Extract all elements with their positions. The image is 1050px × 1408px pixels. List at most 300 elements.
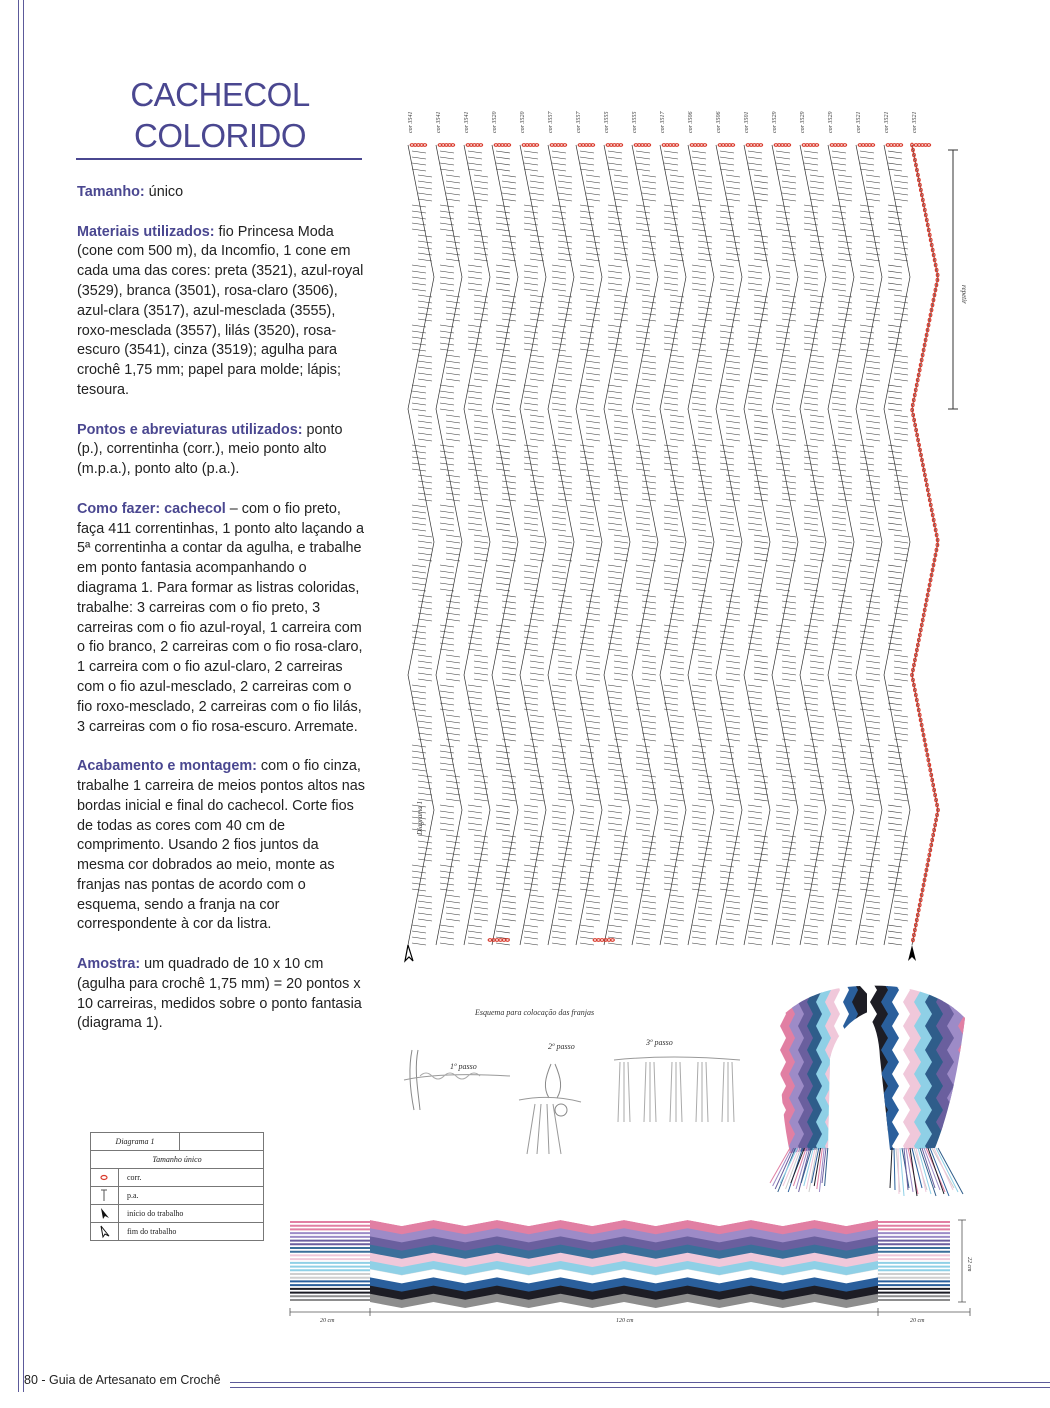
chart-stitch [720,937,734,939]
chart-stitch [664,505,678,507]
chart-stitch [446,733,460,735]
chart-stitch [832,403,846,405]
chart-stitch [692,445,706,447]
chart-stitch [642,601,656,603]
chart-stitch [670,367,684,369]
chart-stitch [496,625,510,627]
chart-stitch [502,259,516,261]
chart-stitch [810,535,824,537]
chart-stitch [608,691,622,693]
chart-stitch [446,595,460,597]
chart-stitch [580,403,594,405]
chart-stitch [692,511,706,513]
chart-stitch [468,769,482,771]
chart-stitch [726,667,740,669]
chart-stitch [664,883,678,885]
chart-stitch [888,805,902,807]
chart-stitch [474,313,488,315]
chart-stitch [474,907,488,909]
chart-stitch [418,427,432,429]
chart-stitch [832,877,846,879]
chart-stitch [810,895,824,897]
chart-stitch [888,343,902,345]
chart-stitch [530,661,544,663]
chart-stitch [804,229,818,231]
chart-stitch [530,775,544,777]
chart-stitch [580,331,594,333]
chart-stitch [586,433,600,435]
chart-stitch [636,505,650,507]
chart-stitch [804,397,818,399]
chart-stitch [748,385,762,387]
chart-stitch [580,763,594,765]
chart-stitch [552,805,566,807]
chart-stitch [496,409,510,411]
chart-stitch [608,877,622,879]
chart-stitch [888,271,902,273]
chart-stitch [502,907,516,909]
chart-stitch [888,409,902,411]
chart-stitch [776,817,790,819]
chart-stitch [580,523,594,525]
chart-stitch [524,529,538,531]
chart-stitch [838,487,852,489]
chart-stitch [446,619,460,621]
chart-stitch [748,811,762,813]
dim-right-label: 20 cm [910,1318,925,1324]
legend-size-text: Tamanho único [152,1155,202,1164]
chart-stitch [418,361,432,363]
chart-stitch [468,649,482,651]
chart-stitch [446,553,460,555]
chart-stitch [412,163,426,165]
chart-stitch [670,553,684,555]
chart-stitch [720,343,734,345]
chart-stitch [586,799,600,801]
chart-stitch [440,745,454,747]
chart-stitch [894,355,908,357]
chart-stitch [468,217,482,219]
chart-stitch [776,943,790,945]
chart-stitch [580,169,594,171]
chart-stitch [558,667,572,669]
chart-stitch [524,469,538,471]
chart-stitch [860,577,874,579]
chart-stitch [670,247,684,249]
chart-stitch [894,895,908,897]
chart-stitch [838,421,852,423]
chart-stitch [614,853,628,855]
chart-stitch [412,589,426,591]
chart-stitch [782,919,796,921]
chart-stitch [894,907,908,909]
chart-stitch [524,277,538,279]
chart-stitch [502,847,516,849]
chart-stitch [894,439,908,441]
size-label: Tamanho: [77,184,145,200]
chart-stitch [810,901,824,903]
chart-stitch [642,559,656,561]
chart-stitch [782,547,796,549]
chart-stitch [664,217,678,219]
chart-stitch [524,457,538,459]
chart-stitch [748,511,762,513]
chart-stitch [670,607,684,609]
chart-stitch [720,151,734,153]
chart-stitch [524,451,538,453]
chart-stitch [692,631,706,633]
chart-stitch [698,835,712,837]
chart-stitch [832,349,846,351]
chart-stitch [804,511,818,513]
chart-stitch [698,559,712,561]
chart-stitch [418,727,432,729]
chart-stitch [530,907,544,909]
chart-stitch [860,751,874,753]
chart-stitch [860,691,874,693]
chart-stitch [726,421,740,423]
chart-stitch [720,565,734,567]
chart-stitch [418,235,432,237]
chart-stitch [664,829,678,831]
chart-stitch [894,241,908,243]
chart-stitch [810,727,824,729]
chart-stitch [636,823,650,825]
chart-stitch [418,355,432,357]
chart-stitch [608,469,622,471]
chart-stitch [776,751,790,753]
chart-stitch [776,829,790,831]
chart-stitch [832,469,846,471]
chart-stitch [720,469,734,471]
chain-mark [843,144,847,147]
chart-stitch [418,781,432,783]
chart-stitch [530,499,544,501]
chart-stitch [838,601,852,603]
chart-stitch [496,697,510,699]
chart-stitch [664,937,678,939]
chart-stitch [782,835,796,837]
chart-stitch [636,511,650,513]
chart-stitch [698,907,712,909]
chart-stitch [782,175,796,177]
chart-stitch [754,235,768,237]
chart-stitch [636,631,650,633]
chain-mark [619,144,623,147]
chart-stitch [524,217,538,219]
chart-stitch [726,181,740,183]
chart-stitch [782,535,796,537]
chart-stitch [754,775,768,777]
chart-stitch [496,571,510,573]
chart-stitch [530,199,544,201]
chart-stitch [698,595,712,597]
chart-stitch [586,319,600,321]
chart-stitch [754,907,768,909]
chart-stitch [832,157,846,159]
chart-stitch [468,163,482,165]
chart-stitch [726,559,740,561]
chart-stitch [524,229,538,231]
chart-stitch [468,685,482,687]
chart-stitch [860,925,874,927]
chart-stitch [614,487,628,489]
chart-stitch [440,349,454,351]
chart-stitch [558,367,572,369]
chart-stitch [636,805,650,807]
chart-stitch [698,775,712,777]
chart-stitch [698,553,712,555]
chart-stitch [502,661,516,663]
chart-stitch [586,481,600,483]
chart-stitch [698,793,712,795]
chart-stitch [726,661,740,663]
chart-stitch [894,301,908,303]
chart-stitch [860,745,874,747]
chart-stitch [664,349,678,351]
chart-stitch [698,661,712,663]
chart-stitch [804,277,818,279]
chart-stitch [838,919,852,921]
chart-stitch [726,439,740,441]
chart-stitch [440,331,454,333]
chart-stitch [860,637,874,639]
chart-stitch [810,559,824,561]
chart-stitch [636,283,650,285]
chart-stitch [754,199,768,201]
chart-stitch [446,499,460,501]
chart-stitch [440,385,454,387]
chart-stitch [608,829,622,831]
chart-stitch [608,343,622,345]
chart-stitch [698,799,712,801]
scarf-fringe [770,1148,963,1196]
chart-stitch [720,649,734,651]
chart-stitch [698,241,712,243]
chart-stitch [664,625,678,627]
chart-stitch [502,439,516,441]
chart-stitch [810,415,824,417]
chart-stitch [838,607,852,609]
chart-stitch [558,481,572,483]
chart-stitch [748,589,762,591]
chart-stitch [860,331,874,333]
chart-stitch [412,943,426,945]
chart-stitch [502,619,516,621]
chart-stitch [804,289,818,291]
chart-stitch [720,271,734,273]
chart-stitch [838,379,852,381]
color-label: cor 3517 [660,111,666,133]
chart-stitch [776,337,790,339]
chart-stitch [860,625,874,627]
chart-stitch [636,745,650,747]
chart-stitch [866,601,880,603]
chart-stitch [888,685,902,687]
chart-stitch [810,679,824,681]
chart-stitch [866,313,880,315]
chart-stitch [776,217,790,219]
chart-stitch [782,307,796,309]
chart-stitch [642,619,656,621]
chart-stitch [860,169,874,171]
chart-stitch [552,883,566,885]
chart-stitch [670,373,684,375]
chart-stitch [412,865,426,867]
chart-stitch [524,409,538,411]
chart-stitch [580,397,594,399]
chart-stitch [552,403,566,405]
chart-stitch [586,427,600,429]
chart-stitch [530,439,544,441]
chart-stitch [888,823,902,825]
chart-stitch [474,235,488,237]
chart-stitch [838,175,852,177]
chart-stitch [866,475,880,477]
chart-stitch [558,913,572,915]
chart-stitch [530,427,544,429]
chart-stitch [894,199,908,201]
chart-stitch [496,457,510,459]
chart-stitch [754,547,768,549]
chart-stitch [586,667,600,669]
chart-stitch [440,391,454,393]
chart-stitch [530,853,544,855]
chart-stitch [474,559,488,561]
chart-stitch [586,847,600,849]
chart-stitch [810,835,824,837]
chart-stitch [636,529,650,531]
chart-stitch [698,781,712,783]
chart-stitch [726,793,740,795]
chart-stitch [642,541,656,543]
chain-mark [871,144,875,147]
chart-stitch [474,655,488,657]
chart-stitch [692,457,706,459]
chart-stitch [474,859,488,861]
chart-stitch [894,379,908,381]
chart-stitch [468,745,482,747]
chart-stitch [698,379,712,381]
chart-stitch [502,727,516,729]
chart-stitch [726,913,740,915]
chart-stitch [446,775,460,777]
chart-stitch [692,571,706,573]
chart-stitch [748,577,762,579]
chart-stitch [692,685,706,687]
chart-stitch [474,475,488,477]
chart-stitch [636,217,650,219]
chart-column [884,145,910,945]
chart-stitch [502,715,516,717]
chart-stitch [810,847,824,849]
chart-stitch [614,673,628,675]
chart-stitch [608,745,622,747]
chart-stitch [860,349,874,351]
chart-stitch [888,283,902,285]
chart-stitch [748,571,762,573]
chart-stitch [894,661,908,663]
chart-stitch [530,733,544,735]
chart-stitch [614,667,628,669]
chart-stitch [502,307,516,309]
chart-stitch [754,259,768,261]
chart-stitch [496,817,510,819]
chart-stitch [608,823,622,825]
chart-stitch [636,583,650,585]
chart-stitch [614,799,628,801]
chart-stitch [810,301,824,303]
chart-stitch [754,373,768,375]
chart-stitch [496,931,510,933]
chart-stitch [468,631,482,633]
chart-stitch [636,169,650,171]
chart-stitch [894,673,908,675]
chart-stitch [804,451,818,453]
chart-stitch [692,811,706,813]
chart-stitch [776,163,790,165]
chart-stitch [726,895,740,897]
chart-stitch [524,805,538,807]
chart-stitch [586,499,600,501]
chart-stitch [804,271,818,273]
chart-stitch [530,307,544,309]
scarf-body-stripes [370,1220,878,1309]
chart-stitch [782,913,796,915]
chart-stitch [524,697,538,699]
chart-stitch [664,157,678,159]
chart-stitch [580,709,594,711]
chart-stitch [804,769,818,771]
chart-stitch [664,343,678,345]
chart-stitch [698,895,712,897]
chart-stitch [776,157,790,159]
chart-stitch [832,823,846,825]
chart-stitch [642,235,656,237]
legend-chain-symbol [91,1169,119,1186]
chart-stitch [502,547,516,549]
chart-stitch [804,829,818,831]
chart-stitch [580,349,594,351]
chart-stitch [866,241,880,243]
chart-stitch [412,331,426,333]
chart-stitch [748,631,762,633]
chart-stitch [608,811,622,813]
chart-stitch [776,523,790,525]
chart-stitch [412,529,426,531]
chart-stitch [412,877,426,879]
chart-stitch [670,793,684,795]
chart-stitch [720,391,734,393]
chart-stitch [888,883,902,885]
chart-stitch [720,745,734,747]
chart-stitch [894,235,908,237]
chart-stitch [446,853,460,855]
chart-stitch [440,271,454,273]
chart-stitch [496,517,510,519]
chart-stitch [468,457,482,459]
finishing-paragraph [77,757,369,935]
chart-stitch [496,391,510,393]
chart-stitch [502,181,516,183]
chart-stitch [698,235,712,237]
chart-stitch [670,595,684,597]
chart-stitch [468,229,482,231]
chart-stitch [440,169,454,171]
chart-stitch [586,607,600,609]
chart-stitch [614,541,628,543]
chart-stitch [782,439,796,441]
